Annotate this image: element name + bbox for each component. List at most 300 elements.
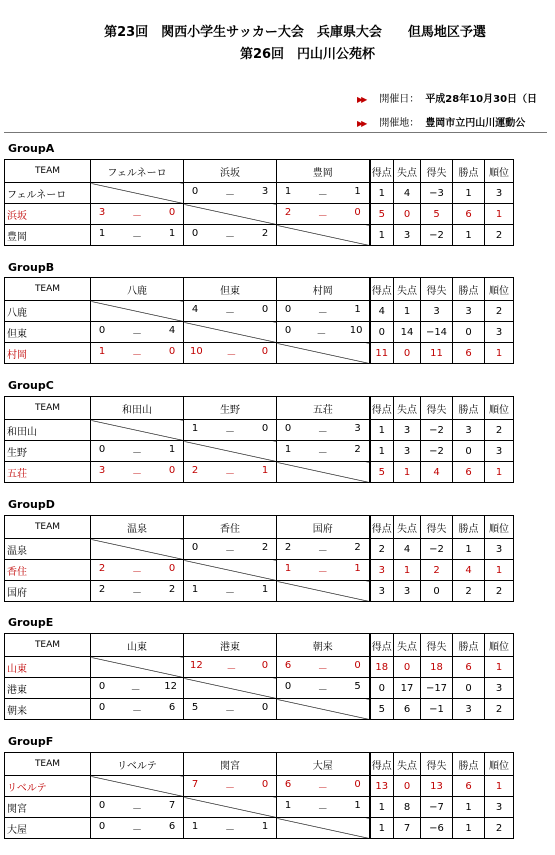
stat-header: 順位 xyxy=(485,160,514,183)
goals-for: 0 xyxy=(370,322,394,343)
score-dash: － xyxy=(132,349,142,361)
stat-header: 得失 xyxy=(421,397,453,420)
diagonal-cell xyxy=(91,301,184,322)
stat-header: 失点 xyxy=(394,634,421,657)
diagonal-cell xyxy=(184,678,277,699)
points: 6 xyxy=(453,343,485,364)
score-for: 0 xyxy=(98,324,106,336)
table-row xyxy=(5,462,514,483)
score-for: 7 xyxy=(191,778,199,790)
group-table xyxy=(4,159,514,246)
score-for: 1 xyxy=(191,583,199,595)
score-dash: － xyxy=(317,307,328,319)
team-header: TEAM xyxy=(5,160,91,183)
score-dash: － xyxy=(132,803,142,815)
team-name: 豊岡 xyxy=(5,225,91,246)
score-for: 2 xyxy=(284,206,292,218)
score-for: 1 xyxy=(284,562,292,574)
diagonal-cell xyxy=(277,581,370,602)
score-cell xyxy=(184,420,277,441)
score-cell xyxy=(277,797,370,818)
goals-against: 17 xyxy=(394,678,421,699)
score-for: 0 xyxy=(284,324,292,336)
opponent-header: 港東 xyxy=(184,634,277,657)
date-info xyxy=(357,90,537,105)
goals-for: 5 xyxy=(370,462,394,483)
score-cell xyxy=(277,183,370,204)
goals-for: 4 xyxy=(370,301,394,322)
team-name: フェルネーロ xyxy=(5,183,91,204)
score-for: 0 xyxy=(191,227,199,239)
table-row xyxy=(5,343,514,364)
score-against: 5 xyxy=(354,680,361,692)
team-name: 関宮 xyxy=(5,797,91,818)
team-header: TEAM xyxy=(5,278,91,301)
score-cell xyxy=(184,343,277,364)
points: 0 xyxy=(453,678,485,699)
score-against: 1 xyxy=(168,227,176,239)
group-label: GroupA xyxy=(8,142,55,155)
score-against: 1 xyxy=(354,303,361,315)
score-for: 1 xyxy=(98,345,106,357)
score-against: 0 xyxy=(354,659,361,671)
score-dash: － xyxy=(132,328,142,340)
score-dash: － xyxy=(317,803,328,815)
score-against: 0 xyxy=(261,303,269,315)
score-cell xyxy=(184,818,277,839)
opponent-header: 村岡 xyxy=(277,278,370,301)
diagonal-cell xyxy=(184,204,277,225)
stat-header: 順位 xyxy=(485,753,514,776)
group-label: GroupB xyxy=(8,261,55,274)
stat-header: 失点 xyxy=(394,516,421,539)
goal-difference: 18 xyxy=(421,657,453,678)
score-dash: － xyxy=(225,587,235,599)
score-cell xyxy=(91,441,184,462)
opponent-header: 八鹿 xyxy=(91,278,184,301)
score-cell xyxy=(277,420,370,441)
team-header: TEAM xyxy=(5,634,91,657)
score-against: 2 xyxy=(354,443,361,455)
diagonal-cell xyxy=(184,322,277,343)
goals-against: 4 xyxy=(394,539,421,560)
score-cell xyxy=(277,301,370,322)
score-dash: － xyxy=(317,684,328,696)
score-for: 0 xyxy=(191,541,199,553)
rank: 2 xyxy=(485,581,514,602)
table-header-row xyxy=(5,753,514,776)
score-dash: － xyxy=(225,782,235,794)
score-dash: － xyxy=(225,231,235,243)
arrow-icon: ▶▶ xyxy=(357,119,366,128)
score-for: 6 xyxy=(284,778,292,790)
score-dash: － xyxy=(130,684,141,696)
points: 4 xyxy=(453,560,485,581)
tournament-title: 第23回 関西小学生サッカー大会 兵庫県大会 但馬地区予選 xyxy=(104,25,486,40)
rank: 3 xyxy=(485,678,514,699)
score-cell xyxy=(91,322,184,343)
goal-difference: 4 xyxy=(421,462,453,483)
rank: 2 xyxy=(485,301,514,322)
score-against: 1 xyxy=(354,562,361,574)
venue-label: 開催地： xyxy=(379,118,420,129)
stat-header: 得失 xyxy=(421,516,453,539)
score-against: 0 xyxy=(261,701,269,713)
goals-against: 3 xyxy=(394,225,421,246)
score-dash: － xyxy=(317,782,328,794)
table-row xyxy=(5,539,514,560)
team-name: 山東 xyxy=(5,657,91,678)
rank: 2 xyxy=(485,420,514,441)
goal-difference: 0 xyxy=(421,581,453,602)
stat-header: 勝点 xyxy=(453,397,485,420)
table-row xyxy=(5,441,514,462)
score-against: 1 xyxy=(261,820,269,832)
score-cell xyxy=(91,678,184,699)
score-against: 1 xyxy=(354,799,361,811)
score-dash: － xyxy=(226,663,237,675)
goal-difference: 11 xyxy=(421,343,453,364)
goals-against: 1 xyxy=(394,462,421,483)
stat-header: 失点 xyxy=(394,753,421,776)
team-name: 浜坂 xyxy=(5,204,91,225)
rank: 3 xyxy=(485,539,514,560)
table-row xyxy=(5,183,514,204)
stat-header: 順位 xyxy=(485,278,514,301)
score-cell xyxy=(277,204,370,225)
score-against: 1 xyxy=(354,185,361,197)
stat-header: 得点 xyxy=(370,160,394,183)
stat-header: 勝点 xyxy=(453,160,485,183)
score-for: 1 xyxy=(284,185,292,197)
score-against: 0 xyxy=(261,659,269,671)
goal-difference: −2 xyxy=(421,539,453,560)
group-label: GroupE xyxy=(8,616,54,629)
goal-difference: 13 xyxy=(421,776,453,797)
score-dash: － xyxy=(225,545,235,557)
opponent-header: 五荘 xyxy=(277,397,370,420)
goals-for: 1 xyxy=(370,183,394,204)
score-for: 1 xyxy=(284,443,292,455)
goals-against: 0 xyxy=(394,204,421,225)
rank: 1 xyxy=(485,560,514,581)
table-row xyxy=(5,657,514,678)
goal-difference: 3 xyxy=(421,301,453,322)
rank: 3 xyxy=(485,441,514,462)
score-dash: － xyxy=(132,468,142,480)
score-cell xyxy=(277,560,370,581)
opponent-header: 生野 xyxy=(184,397,277,420)
diagonal-cell xyxy=(184,441,277,462)
score-against: 6 xyxy=(168,701,176,713)
team-name: 但東 xyxy=(5,322,91,343)
score-cell xyxy=(184,699,277,720)
stat-header: 得失 xyxy=(421,634,453,657)
goal-difference: 5 xyxy=(421,204,453,225)
diagonal-cell xyxy=(91,420,184,441)
score-dash: － xyxy=(225,426,235,438)
score-against: 10 xyxy=(349,324,363,336)
points: 1 xyxy=(453,225,485,246)
team-name: 和田山 xyxy=(5,420,91,441)
score-dash: － xyxy=(317,426,328,438)
diagonal-cell xyxy=(184,797,277,818)
points: 0 xyxy=(453,322,485,343)
rank: 1 xyxy=(485,343,514,364)
diagonal-cell xyxy=(277,699,370,720)
table-header-row xyxy=(5,516,514,539)
points: 3 xyxy=(453,301,485,322)
divider xyxy=(4,132,547,133)
score-dash: － xyxy=(316,328,327,340)
stat-header: 失点 xyxy=(394,278,421,301)
stat-header: 順位 xyxy=(485,516,514,539)
points: 1 xyxy=(453,539,485,560)
goals-against: 8 xyxy=(394,797,421,818)
team-name: 五荘 xyxy=(5,462,91,483)
rank: 1 xyxy=(485,204,514,225)
diagonal-cell xyxy=(277,818,370,839)
goals-against: 7 xyxy=(394,818,421,839)
opponent-header: リベルテ xyxy=(91,753,184,776)
table-row xyxy=(5,797,514,818)
score-cell xyxy=(277,657,370,678)
score-cell xyxy=(277,441,370,462)
score-against: 2 xyxy=(261,541,269,553)
diagonal-cell xyxy=(277,225,370,246)
goals-against: 6 xyxy=(394,699,421,720)
score-for: 1 xyxy=(191,820,199,832)
score-cell xyxy=(184,581,277,602)
goals-against: 0 xyxy=(394,776,421,797)
stat-header: 勝点 xyxy=(453,516,485,539)
diagonal-cell xyxy=(91,776,184,797)
goal-difference: −6 xyxy=(421,818,453,839)
stat-header: 勝点 xyxy=(453,278,485,301)
table-row xyxy=(5,225,514,246)
table-header-row xyxy=(5,397,514,420)
score-cell xyxy=(184,539,277,560)
score-dash: － xyxy=(225,705,235,717)
goal-difference: −17 xyxy=(421,678,453,699)
goals-for: 2 xyxy=(370,539,394,560)
table-row xyxy=(5,678,514,699)
score-for: 10 xyxy=(190,345,203,357)
table-row xyxy=(5,204,514,225)
team-name: 大屋 xyxy=(5,818,91,839)
score-for: 5 xyxy=(191,701,199,713)
opponent-header: 関宮 xyxy=(184,753,277,776)
stat-header: 得点 xyxy=(370,516,394,539)
score-for: 1 xyxy=(98,227,106,239)
team-name: 港東 xyxy=(5,678,91,699)
goals-against: 1 xyxy=(394,301,421,322)
score-for: 3 xyxy=(98,206,106,218)
score-for: 0 xyxy=(98,680,106,692)
score-cell xyxy=(91,343,184,364)
stat-header: 得失 xyxy=(421,278,453,301)
score-cell xyxy=(277,539,370,560)
score-against: 0 xyxy=(168,464,176,476)
score-dash: － xyxy=(317,545,328,557)
points: 3 xyxy=(453,699,485,720)
score-for: 0 xyxy=(284,422,292,434)
diagonal-cell xyxy=(91,183,184,204)
rank: 3 xyxy=(485,183,514,204)
group-label: GroupC xyxy=(8,379,54,392)
score-cell xyxy=(91,797,184,818)
score-dash: － xyxy=(317,566,328,578)
score-cell xyxy=(91,581,184,602)
score-for: 0 xyxy=(284,680,292,692)
goals-for: 0 xyxy=(370,678,394,699)
opponent-header: フェルネーロ xyxy=(91,160,184,183)
score-cell xyxy=(91,462,184,483)
rank: 1 xyxy=(485,776,514,797)
goals-for: 1 xyxy=(370,441,394,462)
score-for: 2 xyxy=(98,562,106,574)
score-against: 3 xyxy=(354,422,361,434)
score-dash: － xyxy=(132,705,142,717)
group-label: GroupF xyxy=(8,735,54,748)
score-against: 0 xyxy=(168,562,176,574)
score-against: 0 xyxy=(354,206,361,218)
score-cell xyxy=(184,657,277,678)
goals-against: 4 xyxy=(394,183,421,204)
table-header-row xyxy=(5,160,514,183)
score-against: 1 xyxy=(261,583,269,595)
score-for: 2 xyxy=(284,541,292,553)
venue-info xyxy=(357,114,525,129)
goals-for: 3 xyxy=(370,581,394,602)
diagonal-cell xyxy=(184,560,277,581)
team-name: リベルテ xyxy=(5,776,91,797)
score-for: 0 xyxy=(98,799,106,811)
score-against: 0 xyxy=(261,422,269,434)
score-for: 0 xyxy=(98,820,106,832)
score-dash: － xyxy=(132,566,142,578)
table-row xyxy=(5,560,514,581)
goals-against: 14 xyxy=(394,322,421,343)
points: 3 xyxy=(453,420,485,441)
goals-for: 13 xyxy=(370,776,394,797)
goal-difference: −2 xyxy=(421,441,453,462)
goals-for: 11 xyxy=(370,343,394,364)
table-row xyxy=(5,776,514,797)
table-row xyxy=(5,581,514,602)
date-value: 平成28年10月30日（日 xyxy=(425,94,538,105)
table-row xyxy=(5,420,514,441)
venue-value: 豊岡市立円山川運動公 xyxy=(425,118,526,129)
goals-against: 3 xyxy=(394,581,421,602)
goals-for: 1 xyxy=(370,797,394,818)
rank: 1 xyxy=(485,657,514,678)
table-header-row xyxy=(5,278,514,301)
rank: 2 xyxy=(485,225,514,246)
stat-header: 順位 xyxy=(485,634,514,657)
goals-against: 3 xyxy=(394,420,421,441)
goal-difference: −2 xyxy=(421,225,453,246)
goals-for: 5 xyxy=(370,204,394,225)
team-name: 温泉 xyxy=(5,539,91,560)
team-header: TEAM xyxy=(5,753,91,776)
stat-header: 勝点 xyxy=(453,634,485,657)
score-against: 1 xyxy=(261,464,269,476)
group-label: GroupD xyxy=(8,498,55,511)
score-for: 6 xyxy=(284,659,292,671)
team-name: 村岡 xyxy=(5,343,91,364)
group-table xyxy=(4,515,514,602)
score-dash: － xyxy=(225,307,235,319)
rank: 1 xyxy=(485,462,514,483)
goals-against: 3 xyxy=(394,441,421,462)
goal-difference: −1 xyxy=(421,699,453,720)
score-dash: － xyxy=(225,824,235,836)
stat-header: 得点 xyxy=(370,634,394,657)
table-row xyxy=(5,699,514,720)
score-for: 1 xyxy=(191,422,199,434)
score-cell xyxy=(91,204,184,225)
score-against: 0 xyxy=(168,206,176,218)
team-header: TEAM xyxy=(5,516,91,539)
arrow-icon: ▶▶ xyxy=(357,95,366,104)
opponent-header: 和田山 xyxy=(91,397,184,420)
score-cell xyxy=(277,776,370,797)
score-dash: － xyxy=(132,210,142,222)
table-row xyxy=(5,818,514,839)
goals-against: 0 xyxy=(394,657,421,678)
points: 6 xyxy=(453,204,485,225)
goals-for: 5 xyxy=(370,699,394,720)
score-against: 2 xyxy=(168,583,176,595)
score-cell xyxy=(184,183,277,204)
rank: 2 xyxy=(485,818,514,839)
score-cell xyxy=(184,462,277,483)
opponent-header: 山東 xyxy=(91,634,184,657)
goal-difference: −3 xyxy=(421,183,453,204)
rank: 3 xyxy=(485,797,514,818)
score-against: 6 xyxy=(168,820,176,832)
diagonal-cell xyxy=(277,343,370,364)
table-row xyxy=(5,322,514,343)
score-cell xyxy=(184,776,277,797)
points: 6 xyxy=(453,462,485,483)
table-header-row xyxy=(5,634,514,657)
group-table xyxy=(4,752,514,839)
points: 2 xyxy=(453,581,485,602)
stat-header: 失点 xyxy=(394,160,421,183)
diagonal-cell xyxy=(277,462,370,483)
score-for: 2 xyxy=(98,583,106,595)
opponent-header: 朝来 xyxy=(277,634,370,657)
score-cell xyxy=(277,322,370,343)
score-against: 2 xyxy=(261,227,269,239)
score-for: 0 xyxy=(284,303,292,315)
score-dash: － xyxy=(317,210,328,222)
score-against: 1 xyxy=(168,443,176,455)
team-name: 朝来 xyxy=(5,699,91,720)
goals-against: 0 xyxy=(394,343,421,364)
stat-header: 順位 xyxy=(485,397,514,420)
score-cell xyxy=(91,699,184,720)
score-dash: － xyxy=(132,587,142,599)
points: 1 xyxy=(453,818,485,839)
goals-for: 3 xyxy=(370,560,394,581)
goal-difference: −2 xyxy=(421,420,453,441)
opponent-header: 大屋 xyxy=(277,753,370,776)
group-table xyxy=(4,633,514,720)
score-for: 3 xyxy=(98,464,106,476)
